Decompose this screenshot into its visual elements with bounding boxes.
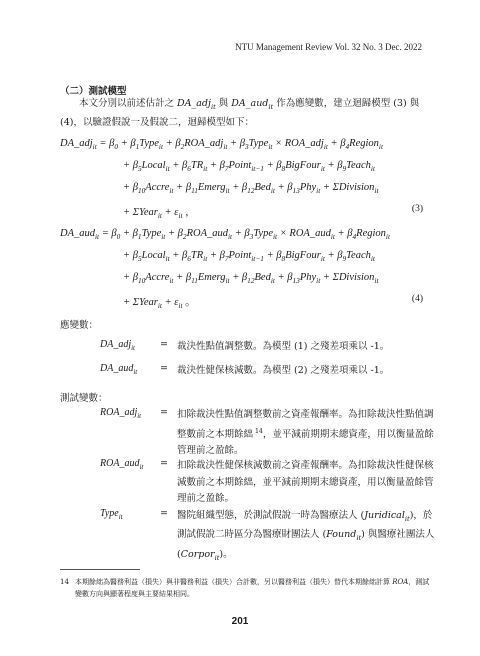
variable-description: 扣除裁決性點值調整數前之資產報酬率。為扣除裁決性點值調整數前之本期餘絀 $^{14}$，並平減前期期末總資產，用以衡量盈餘管理前之盈餘。 (177, 409, 434, 457)
equation-4-line-1: DA_aud$_{it}$ = $\beta_0$ + $\beta_1Type_{it}$ + $\beta_2ROA\_aud_{it}$ + $\beta_3Type_{it}$ × ROA_aud$_{it}$ + $\beta_4Region_{it}$ (60, 228, 391, 242)
equation-3-line-4: + ΣYear$_{it}$ + $\varepsilon_{it}$ ， (3) (123, 204, 423, 221)
intro-paragraph: 本文分別以前述估計之 DA_adj$_{it}$ 與 DA_aud$_{it}$ 作為應變數，建立迴歸模型 (3) 與 (4)，以驗證假說一及假說二，迴歸模型如下： (60, 98, 420, 128)
equation-3-line-3: + $\beta_{10}Accre_{it}$ + $\beta_{11}Emerg_{it} + \beta_{12}Bed_{it} + \beta_{13}Phy_{it}$ + ΣDivision$_{it}$ (123, 182, 379, 196)
equation-3-line-2: + $\beta_5Local_{it} + \beta_6TR_{it}$ + $\beta_7Point_{it-1}$ + $\beta_8BigFour_{it}$ + $\beta_9Teach_{it}$ (123, 160, 375, 174)
variable-name: ROA_aud$_{it}$ (100, 458, 144, 471)
equation-4-line-3: + $\beta_{10}Accre_{it}$ + $\beta_{11}Emerg_{it} + \beta_{12}Bed_{it} + \beta_{13}Phy_{it}$ + ΣDivision$_{it}$ (123, 272, 379, 286)
equation-4-line-4: + ΣYear$_{it}$ + $\varepsilon_{it}$ 。 (4) (123, 294, 423, 311)
equation-3-line-1: DA_adj$_{it}$ = $\beta_0$ + $\beta_1Type_{it}$ + $\beta_2ROA\_adj_{it}$ + $\beta_3Type_{it}$ × ROA_adj$_{it}$ + $\beta_4Region_{it}$ (60, 138, 384, 152)
equals-sign: = (160, 339, 168, 350)
running-header: NTU Management Review Vol. 32 No. 3 Dec. 2022 (235, 42, 422, 52)
equation-3-number: (3) (411, 204, 423, 214)
equation-4-number: (4) (411, 294, 423, 304)
variable-description: 扣除裁決性健保核減數前之資產報酬率。為扣除裁決性健保核減數前之本期餘絀，並平減前期期末總資產，用以衡量盈餘管理前之盈餘。 (177, 460, 434, 504)
test-variables-label: 測試變數： (60, 393, 108, 404)
footnote-number: 14 (60, 578, 69, 586)
variable-name: ROA_adj$_{it}$ (100, 407, 142, 420)
variable-description: 裁決性健保核減數。為模型 (2) 之殘差項乘以 -1。 (177, 365, 390, 376)
dependent-variables-label: 應變數： (60, 320, 99, 331)
equals-sign: = (160, 458, 168, 469)
footnote-rule (60, 569, 140, 570)
page-number: 201 (231, 616, 249, 627)
variable-description: 醫院組織型態，於測試假說一時為醫療法人 (Juridical$_{it}$)，於測試假說二時區分為醫療財團法人 (Found$_{it}$) 與醫療社團法人 (Corpor$_{it}$)。 (177, 510, 435, 562)
equals-sign: = (160, 508, 168, 519)
equation-4-line-2: + $\beta_5Local_{it} + \beta_6TR_{it}$ + $\beta_7Point_{it-1}$ + $\beta_8BigFour_{it}$ + $\beta_9Teach_{it}$ (123, 250, 375, 264)
footnote-ref[interactable]: 14 (253, 427, 263, 435)
footnote-text: 本期餘絀為醫務利益（損失）與非醫務利益（損失）合計數，另以醫務利益（損失）替代本期餘絀計算 ROA，測試變數方向與顯著程度與主要結果相同。 (75, 578, 430, 598)
variable-description: 裁決性點值調整數。為模型 (1) 之殘差項乘以 -1。 (177, 341, 390, 352)
section-title: （二）測試模型 (60, 86, 127, 97)
variable-name: Type$_{it}$ (100, 508, 123, 521)
equals-sign: = (160, 407, 168, 418)
equals-sign: = (160, 363, 168, 374)
variable-name: DA_adj$_{it}$ (100, 339, 135, 352)
variable-name: DA_aud$_{it}$ (100, 363, 138, 376)
